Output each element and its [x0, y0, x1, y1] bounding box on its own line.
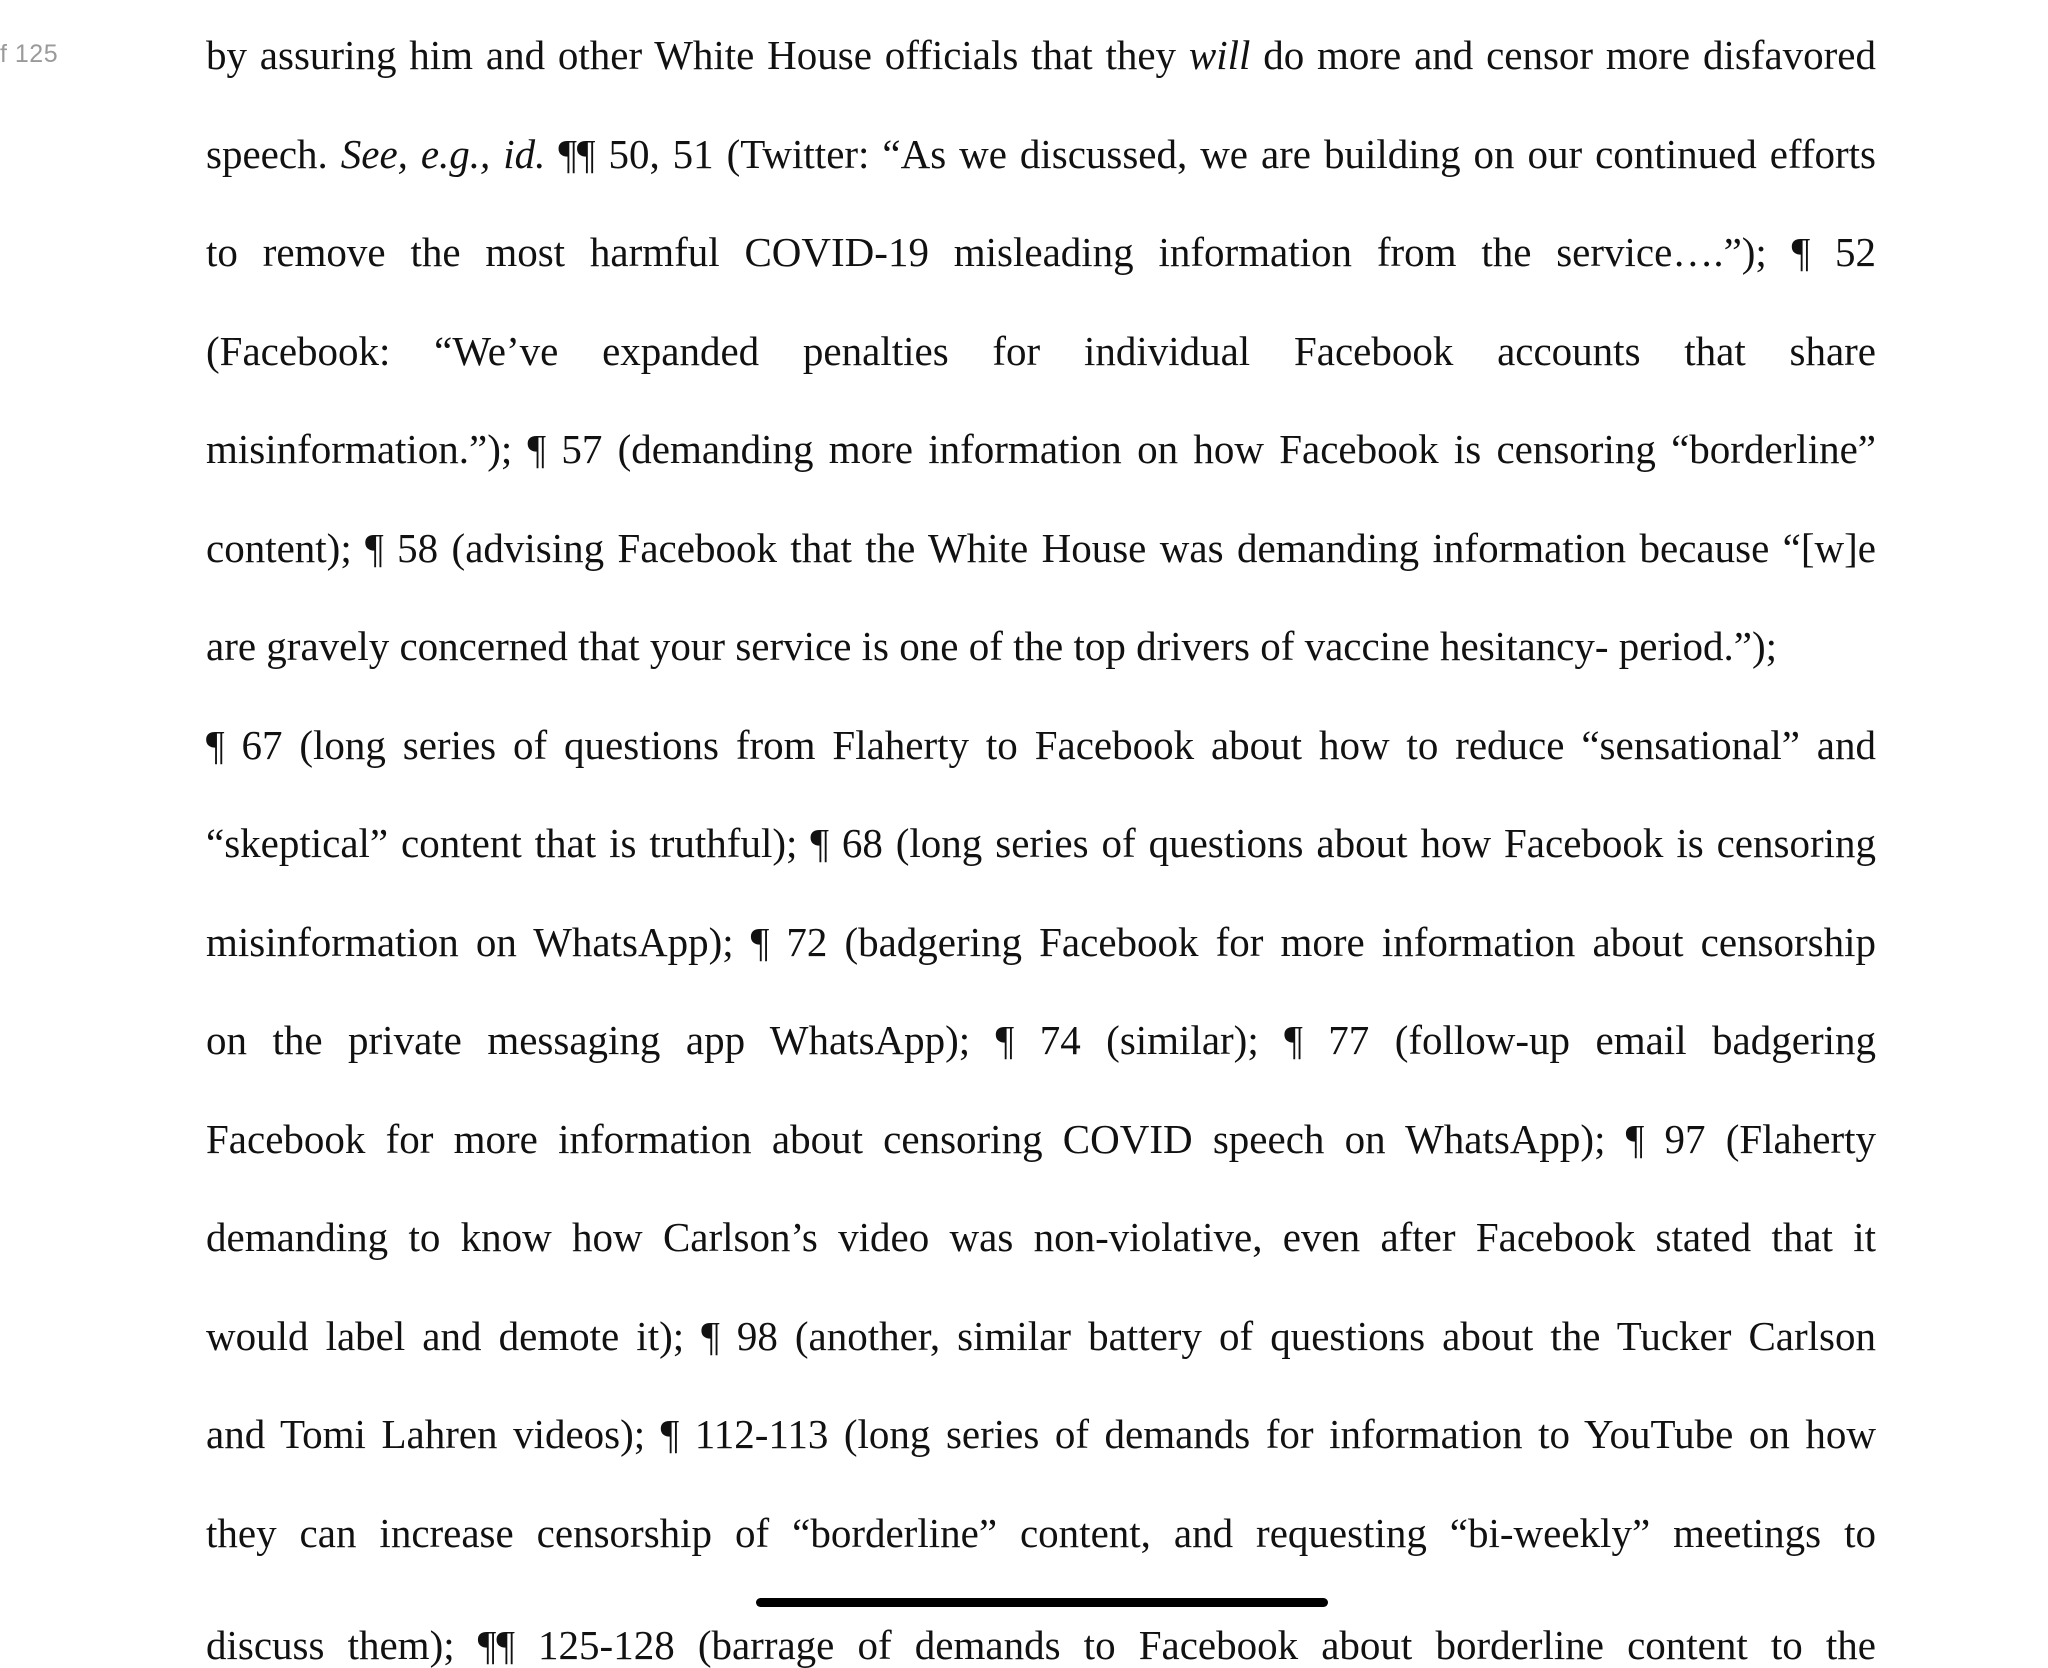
- text-line-16: they can increase censorship of “borderline” content, and requesting “bi-weekly” meetings to: [206, 1509, 1876, 1556]
- text-line-3: to remove the most harmful COVID-19 misleading information from the service….”); ¶ 52: [206, 229, 1876, 275]
- scroll-position-indicator[interactable]: [756, 1598, 1328, 1607]
- text-line-6: content); ¶ 58 (advising Facebook that the White House was demanding information because “[w]e: [206, 524, 1876, 571]
- text-line-7: are gravely concerned that your service is one of the top drivers of vaccine hesitancy- period.”);: [206, 623, 1777, 669]
- text-line-14: would label and demote it); ¶ 98 (another, similar battery of questions about the Tucker Carlson: [206, 1312, 1876, 1359]
- text-line-4: (Facebook: “We’ve expanded penalties for individual Facebook accounts that share: [206, 327, 1876, 374]
- emphasis-will: will: [1188, 32, 1251, 78]
- text-line-8: ¶ 67 (long series of questions from Flaherty to Facebook about how to reduce “sensational” and: [206, 721, 1876, 768]
- page-number-indicator: f 125: [0, 40, 59, 68]
- text-line-2: speech. See, e.g., id. ¶¶ 50, 51 (Twitter: “As we discussed, we are building on our continued efforts: [206, 130, 1876, 177]
- text-line-9: “skeptical” content that is truthful); ¶ 68 (long series of questions about how Facebook is censoring: [206, 820, 1876, 866]
- text-line-15: and Tomi Lahren videos); ¶ 112-113 (long series of demands for information to YouTube on how: [206, 1411, 1876, 1457]
- document-body: [206, 20, 1876, 1668]
- text-line-10: misinformation on WhatsApp); ¶ 72 (badgering Facebook for more information about censorship: [206, 918, 1876, 965]
- text-line-13: demanding to know how Carlson’s video was non-violative, even after Facebook stated that it: [206, 1214, 1876, 1260]
- text-line-5: misinformation.”); ¶ 57 (demanding more information on how Facebook is censoring “borderline”: [206, 426, 1876, 472]
- emphasis-citation: See, e.g., id.: [340, 130, 546, 177]
- text-line-11: on the private messaging app WhatsApp); ¶ 74 (similar); ¶ 77 (follow-up email badgering: [206, 1017, 1876, 1063]
- text-line-12: Facebook for more information about censoring COVID speech on WhatsApp); ¶ 97 (Flaherty: [206, 1115, 1876, 1162]
- text-line-1: by assuring him and other White House officials that they will do more and censor more disfavored: [206, 32, 1876, 78]
- text-line-17-partial: discuss them); ¶¶ 125-128 (barrage of demands to Facebook about borderline content to the: [206, 1622, 1876, 1668]
